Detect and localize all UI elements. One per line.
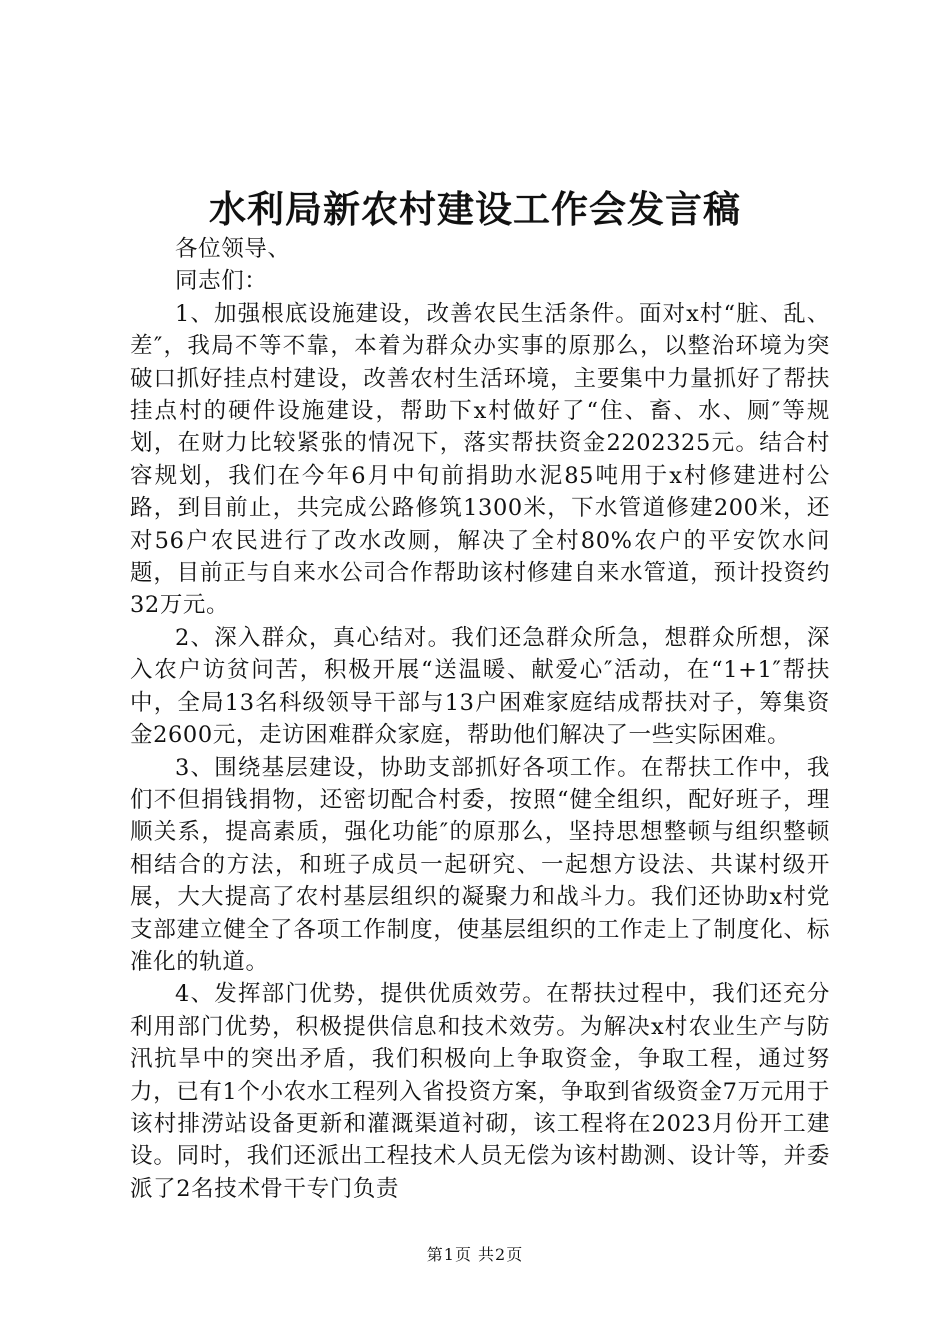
paragraph-grassroots-building: 3、围绕基层建设，协助支部抓好各项工作。在帮扶工作中，我们不但捐钱捐物，还密切配合村委，按照“健全组织，配好班子，理顺关系，提高素质，强化功能″的原那么，坚持思想整顿与组织整顿相结合的方法，和班子成员一起研究、一起想方设法、共谋村级开展，大大提高了农村基层组织的凝聚力和战斗力。我们还协助x村党支部建立健全了各项工作制度，使基层组织的工作走上了制度化、标准化的轨道。 [130,754,830,975]
paragraph-pairing-assistance: 2、深入群众，真心结对。我们还急群众所急，想群众所想，深入农户访贫问苦，积极开展“送温暖、献爱心″活动，在“1+1″帮扶中，全局13名科级领导干部与13户困难家庭结成帮扶对子，筹集资金2600元，走访困难群众家庭，帮助他们解决了一些实际困难。 [130,624,830,749]
page-number: 第1页 共2页 [426,1245,524,1264]
salutation-comrades: 同志们： [175,268,268,295]
salutation-leaders: 各位领导、 [175,236,291,262]
paragraph-infrastructure: 1、加强根底设施建设，改善农民生活条件。面对x村“脏、乱、差″，我局不等不靠，本着为群众办实事的原那么，以整治环境为突破口抓好挂点村建设，改善农村生活环境，主要集中力量抓好了帮扶挂点村的硬件设施建设，帮助下x村做好了“住、畜、水、厕″等规划，在财力比较紧张的情况下，落实帮扶资金2202325元。结合村容规划，我们在今年6月中旬前捐助水泥85吨用于x村修建进村公路，到目前止，共完成公路修筑1300米，下水管道修建200米，还对56户农民进行了改水改厕，解决了全村80%农户的平安饮水问题，目前正与自来水公司合作帮助该村修建自来水管道，预计投资约32万元。 [130,300,830,619]
paragraph-department-advantage: 4、发挥部门优势，提供优质效劳。在帮扶过程中，我们还充分利用部门优势，积极提供信息和技术效劳。为解决x村农业生产与防汛抗旱中的突出矛盾，我们积极向上争取资金，争取工程，通过努力，已有1个小农水工程列入省投资方案，争取到省级资金7万元用于该村排涝站设备更新和灌溉渠道衬砌，该工程将在2023月份开工建设。同时，我们还派出工程技术人员无偿为该村勘测、设计等，并委派了2名技术骨干专门负责 [130,981,830,1202]
document-title: 水利局新农村建设工作会发言稿 [209,187,741,231]
document-body [130,233,830,1205]
